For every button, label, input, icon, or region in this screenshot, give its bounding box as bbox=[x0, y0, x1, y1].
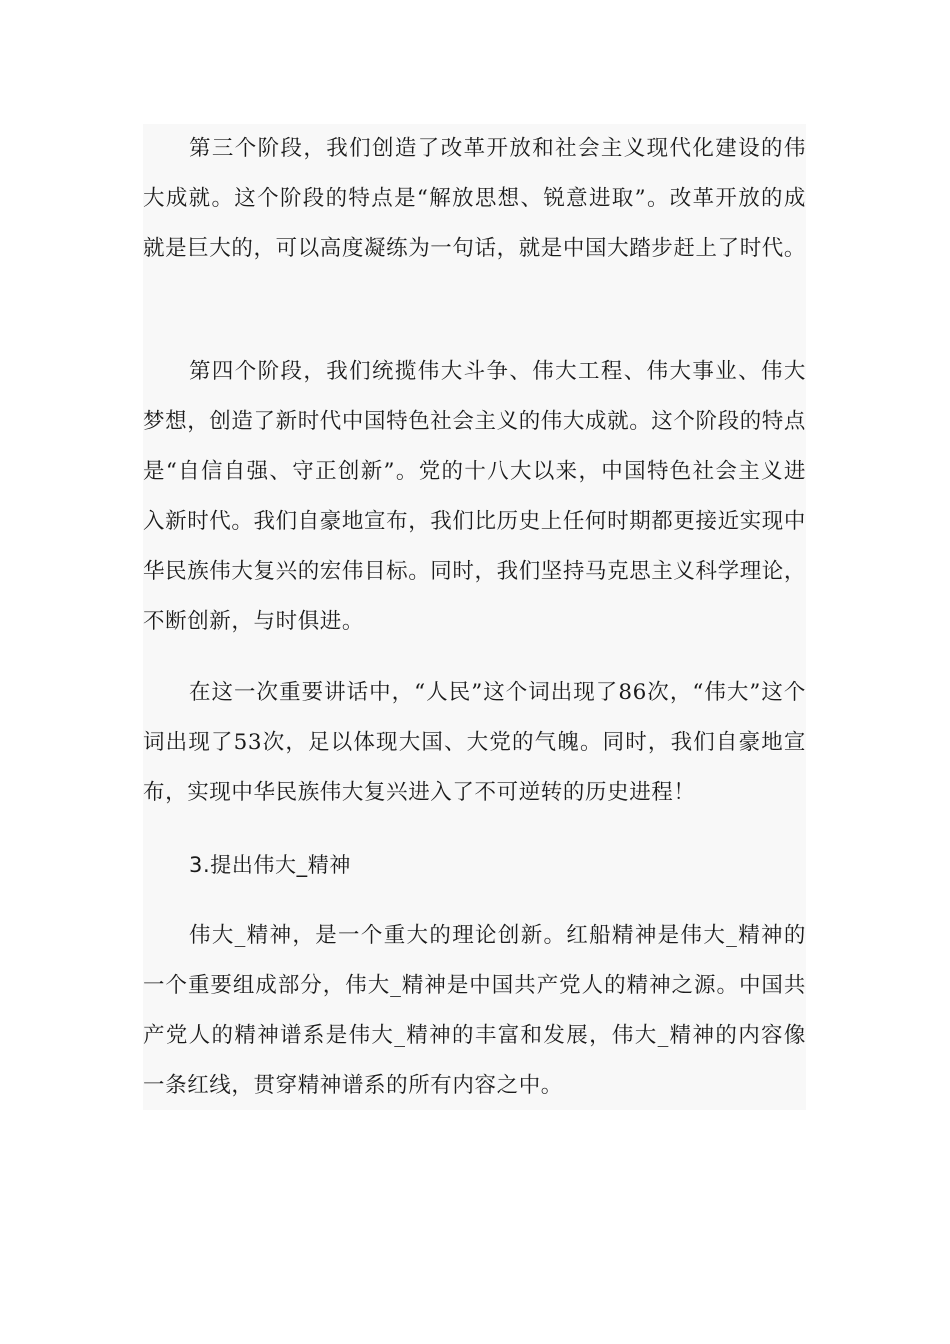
paragraph-stage-three: 第三个阶段，我们创造了改革开放和社会主义现代化建设的伟大成就。这个阶段的特点是“解放思想、锐意进取”。改革开放的成就是巨大的，可以高度凝练为一句话，就是中国大踏步赶上了时代。 bbox=[143, 136, 807, 261]
paragraph-stage-four: 第四个阶段，我们统揽伟大斗争、伟大工程、伟大事业、伟大梦想，创造了新时代中国特色社会主义的伟大成就。这个阶段的特点是“自信自强、守正创新”。党的十八大以来，中国特色社会主义进入新时代。我们自豪地宣布，我们比历史上任何时期都更接近实现中华民族伟大复兴的宏伟目标。同时，我们坚持马克思主义科学理论，不断创新，与时俱进。 bbox=[143, 359, 807, 634]
section-heading: 3.提出伟大_精神 bbox=[189, 853, 351, 877]
paragraph-speech-words: 在这一次重要讲话中，“人民”这个词出现了86次，“伟大”这个词出现了53次，足以体现大国、大党的气魄。同时，我们自豪地宣布，实现中华民族伟大复兴进入了不可逆转的历史进程！ bbox=[143, 680, 806, 805]
paragraph-great-spirit: 伟大_精神，是一个重大的理论创新。红船精神是伟大_精神的一个重要组成部分，伟大_精神是中国共产党人的精神之源。中国共产党人的精神谱系是伟大_精神的丰富和发展，伟大_精神的内容像一条红线，贯穿精神谱系的所有内容之中。 bbox=[143, 923, 806, 1098]
text-block bbox=[143, 124, 806, 1110]
